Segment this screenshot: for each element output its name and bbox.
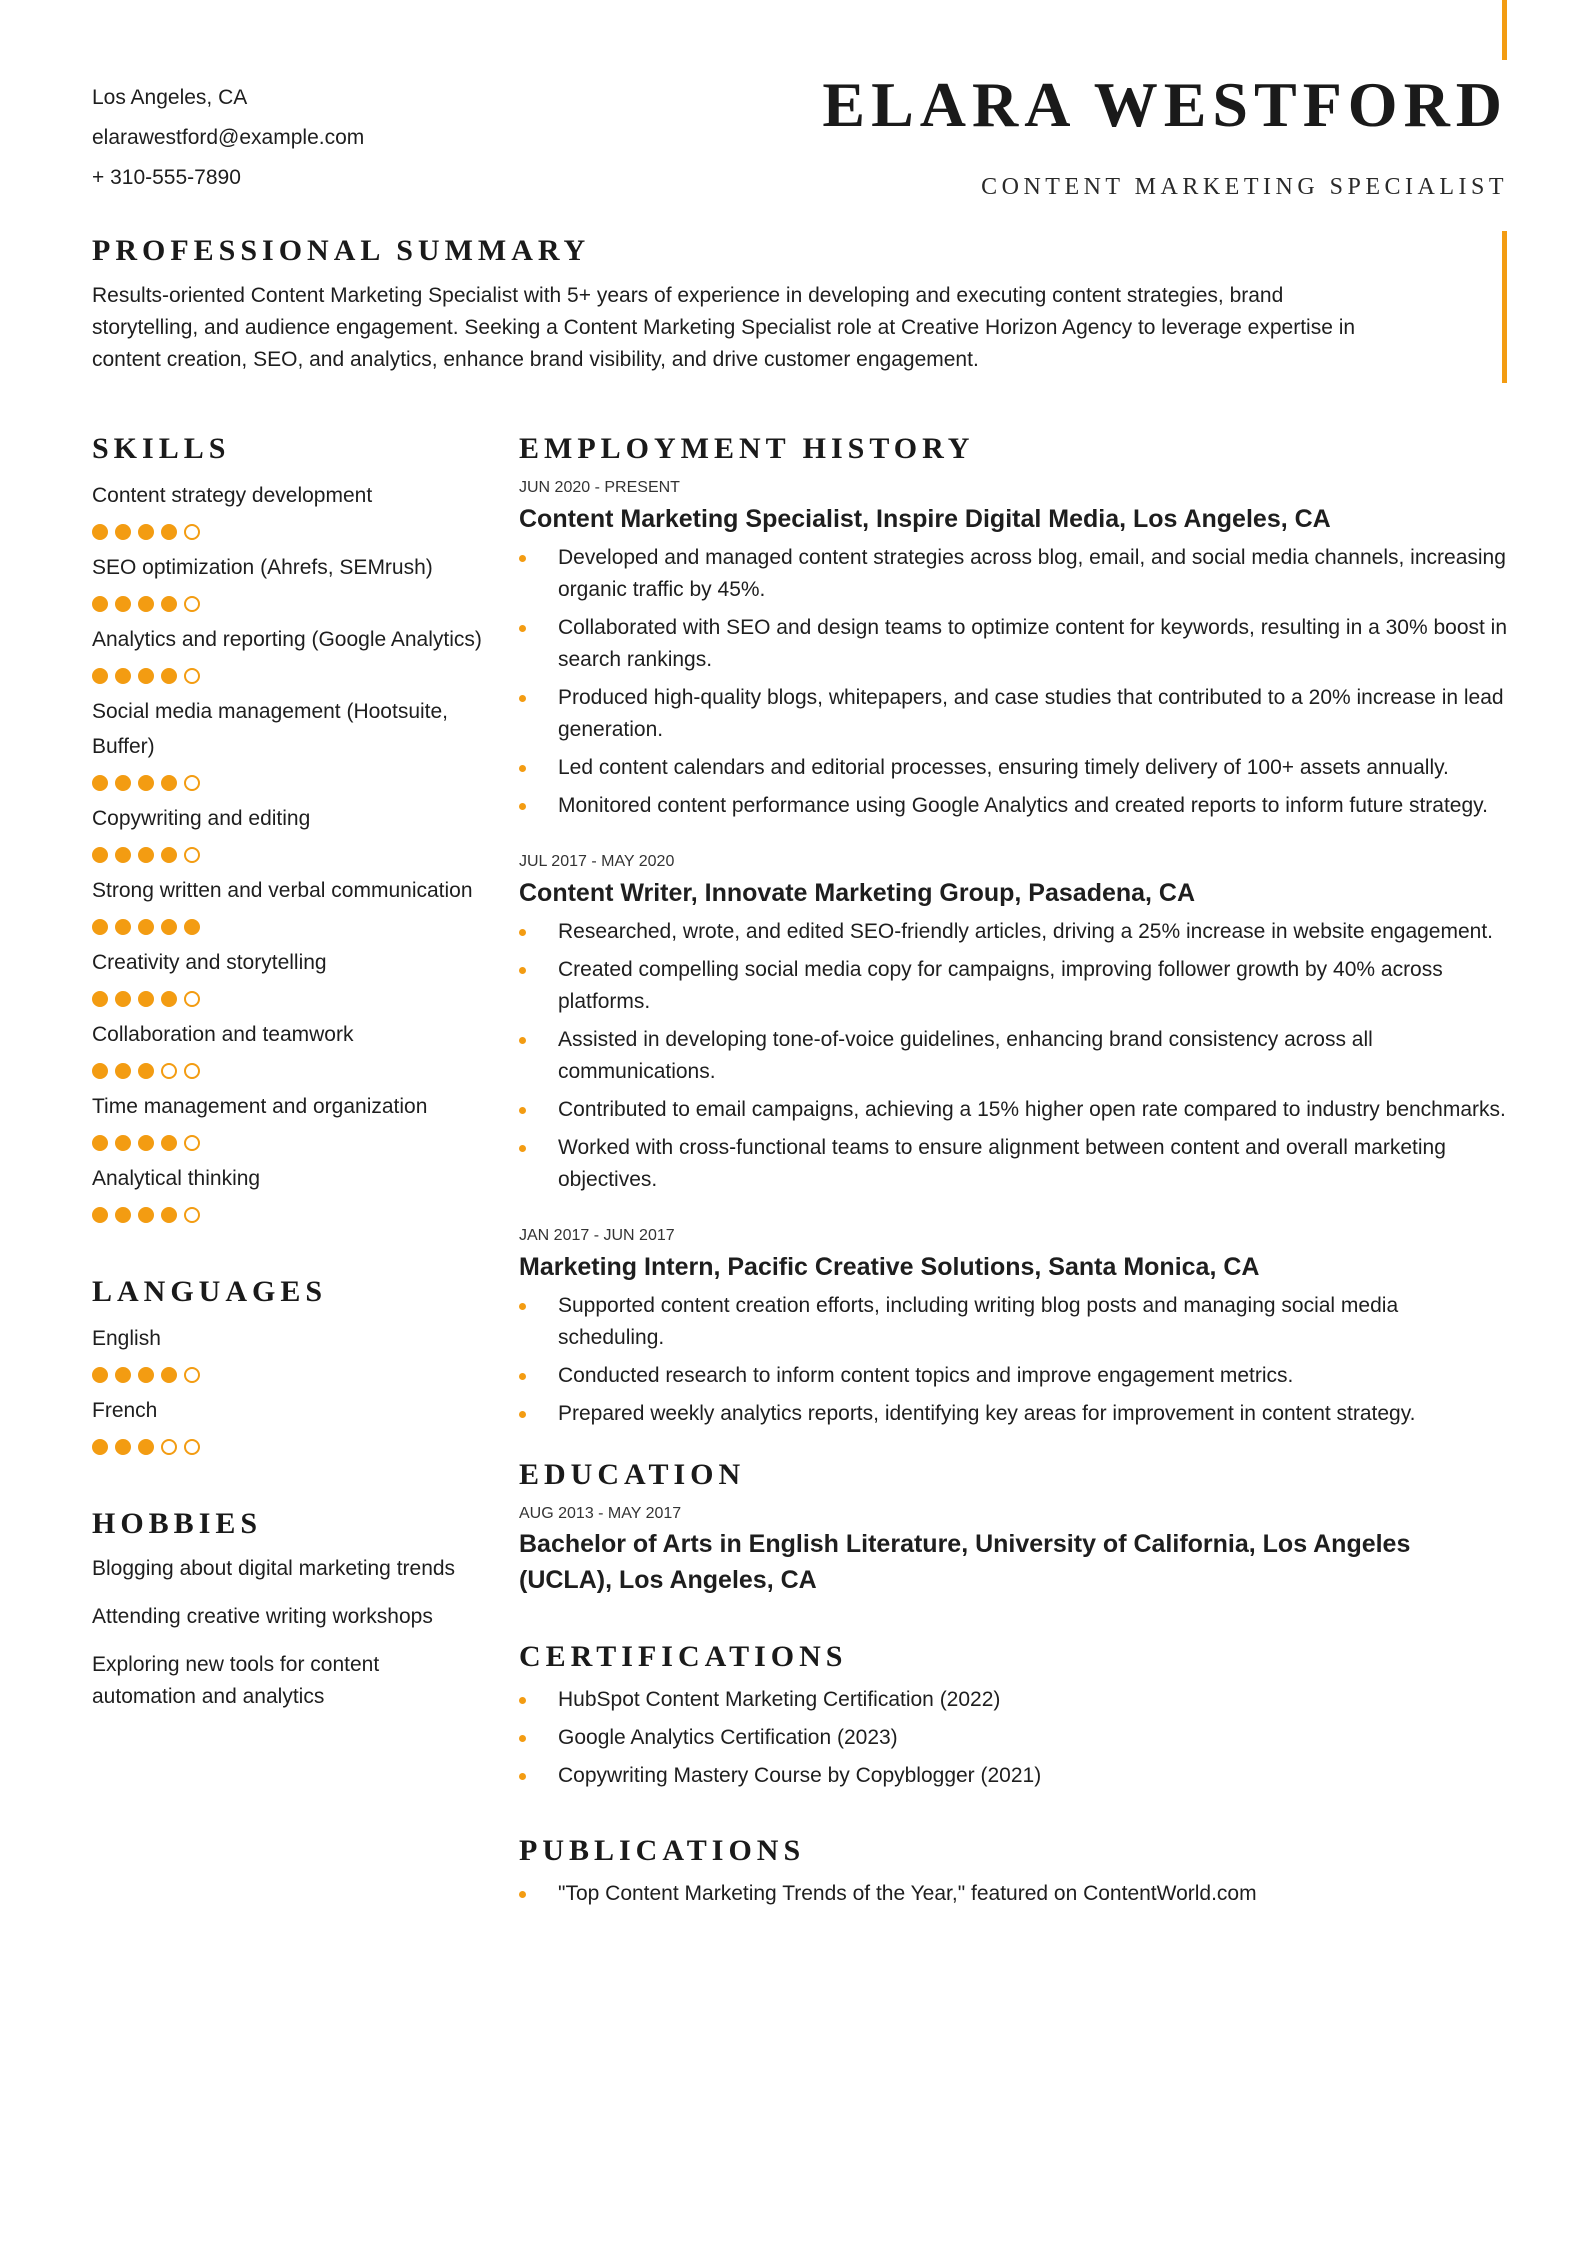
rating-dot-empty-icon	[184, 1367, 200, 1383]
rating-dot-filled-icon	[115, 1063, 131, 1079]
summary-text: Results-oriented Content Marketing Specialist with 5+ years of experience in developing and executing content strategies, brand storytelling, and audience engagement. Seeking a Content Marketing Specialist role at Creative Horizon Agency to leverage expertise in content creation, SEO, and analytics, enhance brand visibility, and drive customer engagement.	[92, 284, 1356, 371]
education-heading: EDUCATION	[519, 1458, 746, 1491]
education-date: AUG 2013 - MAY 2017	[519, 1505, 682, 1522]
rating-dot-empty-icon	[184, 1063, 200, 1079]
rating-dot-empty-icon	[161, 1063, 177, 1079]
rating-dot-filled-icon	[115, 596, 131, 612]
certifications-section	[519, 1640, 1509, 1792]
rating-dot-filled-icon	[138, 596, 154, 612]
right-column	[519, 432, 1509, 1952]
rating-dot-filled-icon	[161, 668, 177, 684]
rating-dot-empty-icon	[184, 668, 200, 684]
skills-label: Content strategy development	[92, 484, 373, 507]
hobbies-section	[92, 1507, 482, 1713]
jobs-list	[519, 476, 1509, 1430]
rating-dot-filled-icon	[138, 775, 154, 791]
skills-item	[92, 550, 482, 622]
accent-bar-top	[1502, 0, 1507, 60]
job-bullet: Researched, wrote, and edited SEO-friendly articles, driving a 25% increase in website engagement.	[519, 916, 1509, 948]
job-bullet: Supported content creation efforts, including writing blog posts and managing social media scheduling.	[519, 1290, 1509, 1354]
rating-dot-filled-icon	[161, 775, 177, 791]
hobby-item: Attending creative writing workshops	[92, 1605, 433, 1628]
rating-dot-filled-icon	[161, 524, 177, 540]
rating-dot-filled-icon	[115, 1439, 131, 1455]
rating-dots	[92, 1052, 482, 1089]
publications-heading: PUBLICATIONS	[519, 1834, 806, 1867]
rating-dot-empty-icon	[184, 596, 200, 612]
rating-dot-filled-icon	[92, 1063, 108, 1079]
skills-item	[92, 1161, 482, 1233]
rating-dot-filled-icon	[161, 1367, 177, 1383]
rating-dot-filled-icon	[92, 1207, 108, 1223]
job-bullet: Led content calendars and editorial processes, ensuring timely delivery of 100+ assets annually.	[519, 752, 1509, 784]
rating-dot-filled-icon	[138, 919, 154, 935]
languages-section	[92, 1275, 482, 1465]
contact-info	[92, 78, 364, 198]
job-bullet: Created compelling social media copy for campaigns, improving follower growth by 40% across platforms.	[519, 954, 1509, 1018]
rating-dot-filled-icon	[138, 1439, 154, 1455]
skills-label: SEO optimization (Ahrefs, SEMrush)	[92, 556, 433, 579]
left-column	[92, 432, 482, 1755]
rating-dot-empty-icon	[184, 991, 200, 1007]
rating-dots	[92, 1196, 482, 1233]
rating-dot-filled-icon	[138, 847, 154, 863]
rating-dots	[92, 1356, 482, 1393]
hobbies-list	[92, 1553, 482, 1713]
skills-label: Analytics and reporting (Google Analytics)	[92, 628, 482, 651]
skills-item	[92, 801, 482, 873]
skills-item	[92, 694, 482, 801]
job-date: JUL 2017 - MAY 2020	[519, 853, 675, 870]
job-bullet: Developed and managed content strategies across blog, email, and social media channels, increasing organic traffic by 45%.	[519, 542, 1509, 606]
rating-dot-empty-icon	[161, 1439, 177, 1455]
rating-dot-filled-icon	[161, 1207, 177, 1223]
hobby-item: Blogging about digital marketing trends	[92, 1557, 456, 1580]
education-degree: Bachelor of Arts in English Literature, University of California, Los Angeles (UCLA), Los Angeles, CA	[519, 1530, 1411, 1594]
job-entry	[519, 850, 1509, 1196]
rating-dot-filled-icon	[115, 524, 131, 540]
job-date: JAN 2017 - JUN 2017	[519, 1227, 675, 1244]
languages-item	[92, 1321, 482, 1393]
job-bullet: Conducted research to inform content topics and improve engagement metrics.	[519, 1360, 1509, 1392]
rating-dot-empty-icon	[184, 524, 200, 540]
rating-dot-filled-icon	[92, 524, 108, 540]
languages-label: English	[92, 1327, 161, 1350]
rating-dot-filled-icon	[92, 1367, 108, 1383]
job-bullet: Produced high-quality blogs, whitepapers, and case studies that contributed to a 20% increase in lead generation.	[519, 682, 1509, 746]
job-bullet: Collaborated with SEO and design teams to optimize content for keywords, resulting in a 30% boost in search rankings.	[519, 612, 1509, 676]
publications-section	[519, 1834, 1509, 1910]
skills-label: Copywriting and editing	[92, 807, 311, 830]
rating-dot-filled-icon	[115, 991, 131, 1007]
employment-heading: EMPLOYMENT HISTORY	[519, 432, 975, 465]
skills-heading: SKILLS	[92, 432, 231, 465]
rating-dot-filled-icon	[115, 775, 131, 791]
rating-dot-filled-icon	[138, 1135, 154, 1151]
skills-label: Social media management (Hootsuite, Buffer)	[92, 700, 449, 758]
candidate-role: CONTENT MARKETING SPECIALIST	[981, 174, 1508, 200]
summary-section	[92, 234, 1392, 376]
job-entry	[519, 476, 1509, 822]
candidate-name: ELARA WESTFORD	[822, 69, 1508, 140]
rating-dot-filled-icon	[138, 1063, 154, 1079]
publication-item: "Top Content Marketing Trends of the Year," featured on ContentWorld.com	[519, 1878, 1509, 1910]
languages-heading: LANGUAGES	[92, 1275, 328, 1308]
certification-item: Copywriting Mastery Course by Copyblogger (2021)	[519, 1760, 1509, 1792]
rating-dots	[92, 513, 482, 550]
rating-dot-filled-icon	[161, 596, 177, 612]
certifications-list	[519, 1684, 1509, 1792]
rating-dot-filled-icon	[184, 919, 200, 935]
hobby-item: Exploring new tools for content automation and analytics	[92, 1653, 380, 1708]
hobbies-heading: HOBBIES	[92, 1507, 263, 1540]
rating-dot-filled-icon	[115, 668, 131, 684]
rating-dots	[92, 657, 482, 694]
rating-dot-filled-icon	[92, 1135, 108, 1151]
rating-dot-filled-icon	[115, 1207, 131, 1223]
certification-item: Google Analytics Certification (2023)	[519, 1722, 1509, 1754]
rating-dot-filled-icon	[115, 1135, 131, 1151]
certification-item: HubSpot Content Marketing Certification (2022)	[519, 1684, 1509, 1716]
languages-list	[92, 1321, 482, 1465]
rating-dots	[92, 980, 482, 1017]
rating-dots	[92, 585, 482, 622]
job-date: JUN 2020 - PRESENT	[519, 479, 680, 496]
rating-dot-filled-icon	[92, 847, 108, 863]
languages-label: French	[92, 1399, 158, 1422]
rating-dot-filled-icon	[138, 524, 154, 540]
rating-dot-empty-icon	[184, 1207, 200, 1223]
rating-dot-filled-icon	[138, 991, 154, 1007]
rating-dot-filled-icon	[138, 1367, 154, 1383]
rating-dots	[92, 836, 482, 873]
rating-dots	[92, 908, 482, 945]
job-bullet: Worked with cross-functional teams to ensure alignment between content and overall marketing objectives.	[519, 1132, 1509, 1196]
rating-dots	[92, 764, 482, 801]
skills-label: Collaboration and teamwork	[92, 1023, 354, 1046]
job-bullet: Assisted in developing tone-of-voice guidelines, enhancing brand consistency across all communications.	[519, 1024, 1509, 1088]
summary-heading: PROFESSIONAL SUMMARY	[92, 234, 591, 267]
rating-dot-filled-icon	[115, 1367, 131, 1383]
skills-item	[92, 1089, 482, 1161]
email: elarawestford@example.com	[92, 126, 365, 149]
skills-section	[92, 432, 482, 1233]
skills-item	[92, 622, 482, 694]
skills-item	[92, 1017, 482, 1089]
rating-dot-filled-icon	[138, 668, 154, 684]
rating-dot-filled-icon	[138, 1207, 154, 1223]
rating-dot-filled-icon	[161, 1135, 177, 1151]
rating-dot-filled-icon	[161, 919, 177, 935]
rating-dot-filled-icon	[161, 847, 177, 863]
rating-dot-empty-icon	[184, 775, 200, 791]
rating-dot-filled-icon	[92, 775, 108, 791]
skills-list	[92, 478, 482, 1233]
languages-item	[92, 1393, 482, 1465]
publications-list	[519, 1878, 1509, 1910]
skills-item	[92, 945, 482, 1017]
skills-label: Time management and organization	[92, 1095, 428, 1118]
job-bullet: Contributed to email campaigns, achieving a 15% higher open rate compared to industry benchmarks.	[519, 1094, 1509, 1126]
rating-dot-empty-icon	[184, 1439, 200, 1455]
skills-label: Analytical thinking	[92, 1167, 261, 1190]
job-bullets	[519, 1290, 1509, 1430]
phone: + 310-555-7890	[92, 166, 241, 189]
rating-dots	[92, 1124, 482, 1161]
job-entry	[519, 1224, 1509, 1430]
skills-label: Creativity and storytelling	[92, 951, 327, 974]
job-title: Marketing Intern, Pacific Creative Solutions, Santa Monica, CA	[519, 1253, 1260, 1281]
rating-dots	[92, 1428, 482, 1465]
employment-section	[519, 432, 1509, 1430]
job-title: Content Writer, Innovate Marketing Group, Pasadena, CA	[519, 879, 1196, 907]
rating-dot-filled-icon	[115, 847, 131, 863]
rating-dot-empty-icon	[184, 1135, 200, 1151]
location: Los Angeles, CA	[92, 86, 248, 109]
job-bullet: Prepared weekly analytics reports, identifying key areas for improvement in content strategy.	[519, 1398, 1509, 1430]
accent-bar-summary	[1502, 231, 1507, 383]
rating-dot-empty-icon	[184, 847, 200, 863]
skills-item	[92, 873, 482, 945]
rating-dot-filled-icon	[92, 668, 108, 684]
rating-dot-filled-icon	[115, 919, 131, 935]
education-section	[519, 1458, 1509, 1598]
job-bullets	[519, 542, 1509, 822]
job-bullets	[519, 916, 1509, 1196]
rating-dot-filled-icon	[92, 991, 108, 1007]
rating-dot-filled-icon	[161, 991, 177, 1007]
rating-dot-filled-icon	[92, 596, 108, 612]
skills-item	[92, 478, 482, 550]
rating-dot-filled-icon	[92, 1439, 108, 1455]
job-title: Content Marketing Specialist, Inspire Digital Media, Los Angeles, CA	[519, 505, 1331, 533]
certifications-heading: CERTIFICATIONS	[519, 1640, 848, 1673]
skills-label: Strong written and verbal communication	[92, 879, 473, 902]
rating-dot-filled-icon	[92, 919, 108, 935]
job-bullet: Monitored content performance using Google Analytics and created reports to inform future strategy.	[519, 790, 1509, 822]
